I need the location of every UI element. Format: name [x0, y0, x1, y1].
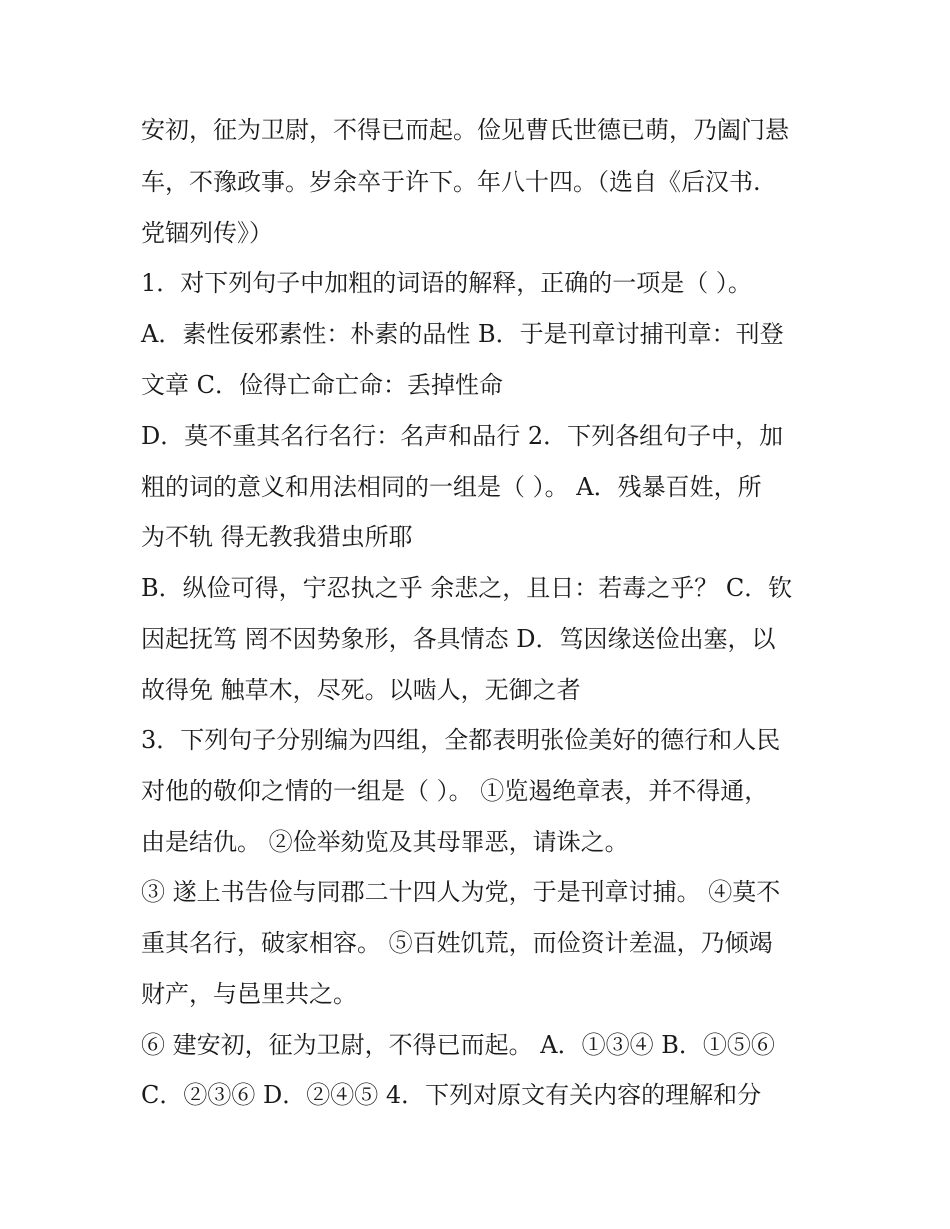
text-line: D．莫不重其名行名行：名声和品行 2．下列各组句子中，加: [141, 422, 784, 450]
text-line: 财产，与邑里共之。: [141, 980, 357, 1008]
text-line: 对他的敬仰之情的一组是（ ）。 ①览遏绝章表，并不得通，: [141, 777, 769, 805]
text-line: ⑥ 建安初，征为卫尉，不得已而起。 A．①③④ B．①⑤⑥: [141, 1031, 775, 1059]
text-line: 安初，征为卫尉，不得已而起。俭见曹氏世德已萌，乃阖门悬: [141, 116, 789, 144]
text-line: B．纵俭可得，宁忍执之乎 余悲之，且日：若毒之乎？ C．钦: [141, 574, 793, 602]
question-1: 1．对下列句子中加粗的词语的解释，正确的一项是（ ）。: [141, 269, 752, 297]
text-line: 由是结仇。 ②俭举劾览及其母罪恶，请诛之。: [141, 828, 629, 856]
text-line: ③ 遂上书告俭与同郡二十四人为党，于是刊章讨捕。 ④莫不: [141, 878, 781, 906]
text-line: 重其名行，破家相容。 ⑤百姓饥荒，而俭资计差温，乃倾竭: [141, 929, 773, 957]
text-line: 为不轨 得无教我猎虫所耶: [141, 523, 413, 551]
text-line: 文章 C．俭得亡命亡命：丢掉性命: [141, 371, 503, 399]
question-3: 3．下列句子分别编为四组，全都表明张俭美好的德行和人民: [141, 726, 781, 754]
text-line: 故得免 触草木，尽死。以啮人，无御之者: [141, 676, 581, 704]
text-line: C．②③⑥ D．②④⑤ 4．下列对原文有关内容的理解和分: [141, 1081, 762, 1109]
text-line: 车，不豫政事。岁余卒于许下。年八十四。（选自《后汉书.: [141, 168, 761, 196]
text-line: 粗的词的意义和用法相同的一组是（ ）。 A．残暴百姓，所: [141, 473, 762, 501]
text-line: 党锢列传》）: [141, 219, 273, 247]
text-line: A．素性佞邪素性：朴素的品性 B．于是刊章讨捕刊章：刊登: [141, 320, 784, 348]
text-line: 因起抚笃 罔不因势象形，各具情态 D．笃因缘送俭出塞，以: [141, 625, 776, 653]
